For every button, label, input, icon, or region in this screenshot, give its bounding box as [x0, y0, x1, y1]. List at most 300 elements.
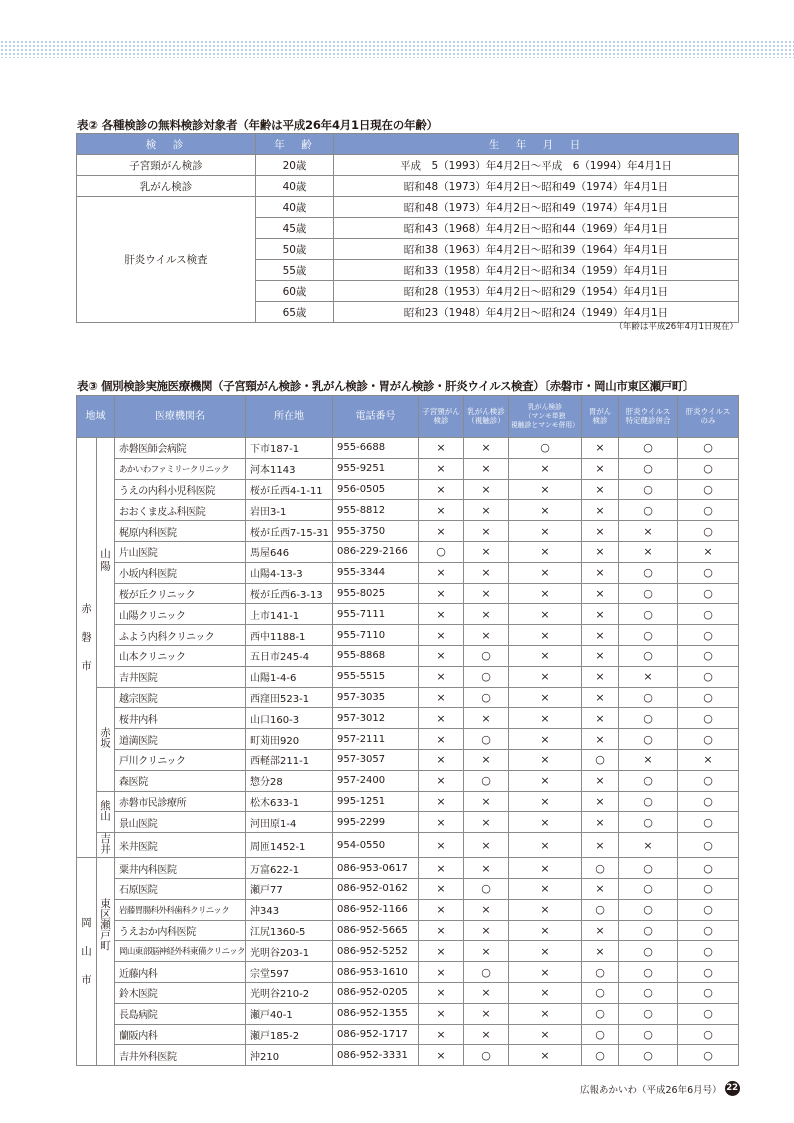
cervical-mark: × [419, 562, 464, 583]
breast-palpation-mark: × [464, 920, 509, 941]
breast-palpation-mark: × [464, 541, 509, 562]
cervical-mark: × [419, 604, 464, 625]
medical-institutions-table [76, 395, 739, 1066]
age-cell: 60歳 [256, 281, 334, 302]
institution-address: 西窪田523-1 [246, 687, 333, 708]
cervical-mark: × [419, 920, 464, 941]
area-akasaka-label: 赤坂 [99, 727, 111, 749]
breast-mammo-mark: × [509, 729, 582, 750]
institution-name: 片山医院 [115, 541, 246, 562]
institution-address: 惣分28 [246, 770, 333, 791]
institution-address: 西軽部211-1 [246, 749, 333, 770]
breast-palpation-mark: × [464, 604, 509, 625]
hepatitis-combined-mark: × [619, 521, 678, 542]
breast-palpation-mark: × [464, 625, 509, 646]
stomach-mark: × [582, 812, 619, 833]
institution-phone: 086-229-2166 [333, 541, 419, 562]
header-hepatitis-combined-text: 肝炎ウイルス 特定健診併合 [625, 406, 671, 425]
institution-phone: 955-3344 [333, 562, 419, 583]
hepatitis-only-mark: ○ [678, 708, 739, 729]
cervical-mark: × [419, 625, 464, 646]
table-row [77, 858, 739, 879]
age-cell: 65歳 [256, 302, 334, 323]
institution-address: 瀬戸77 [246, 878, 333, 899]
institution-name: 米井医院 [115, 833, 246, 858]
breast-mammo-mark: × [509, 1045, 582, 1066]
stomach-mark: × [582, 645, 619, 666]
exam-cell: 肝炎ウイルス検査 [77, 197, 256, 323]
breast-mammo-mark: × [509, 458, 582, 479]
table-row [77, 604, 739, 625]
table-row [77, 521, 739, 542]
stomach-mark: × [582, 708, 619, 729]
hepatitis-only-mark: ○ [678, 687, 739, 708]
table-row [77, 941, 739, 962]
institution-address: 桜が丘西7-15-31 [246, 521, 333, 542]
table-row [77, 625, 739, 646]
hepatitis-only-mark: ○ [678, 791, 739, 812]
area-seto-label: 東区瀬戸町 [99, 898, 111, 951]
hepatitis-only-mark: ○ [678, 583, 739, 604]
breast-palpation-mark: ○ [464, 1045, 509, 1066]
table-row [77, 833, 739, 858]
publication-name: 広報あかいわ（平成26年6月号） [580, 1084, 722, 1096]
breast-palpation-mark: × [464, 458, 509, 479]
hepatitis-only-mark: ○ [678, 521, 739, 542]
stomach-mark: ○ [582, 962, 619, 983]
institution-phone: 086-952-0162 [333, 878, 419, 899]
header-region: 地域 [77, 396, 115, 438]
stomach-mark: × [582, 541, 619, 562]
breast-mammo-mark: × [509, 666, 582, 687]
region-okayama [77, 858, 97, 1066]
header-breast-mammo [509, 396, 582, 438]
institution-address: 瀬戸40-1 [246, 1003, 333, 1024]
breast-mammo-mark: × [509, 982, 582, 1003]
table-row [77, 197, 739, 218]
header-name: 医療機関名 [115, 396, 246, 438]
table-row [77, 541, 739, 562]
institution-name: ふよう内科クリニック [115, 625, 246, 646]
institution-phone: 086-952-5665 [333, 920, 419, 941]
cervical-mark: × [419, 962, 464, 983]
birthdate-cell: 昭和48（1973）年4月2日～昭和49（1974）年4月1日 [334, 176, 739, 197]
hepatitis-only-mark: ○ [678, 500, 739, 521]
hepatitis-combined-mark: ○ [619, 791, 678, 812]
institution-phone: 957-3035 [333, 687, 419, 708]
breast-palpation-mark: × [464, 1024, 509, 1045]
hepatitis-combined-mark: ○ [619, 1045, 678, 1066]
header-breast-palpation-text: 乳がん検診 （視触診） [467, 406, 505, 425]
header-dot-band [0, 40, 794, 58]
hepatitis-only-mark: ○ [678, 1003, 739, 1024]
institution-name: 岡山東部脳神経外科東備クリニック [115, 941, 246, 962]
hepatitis-only-mark: ○ [678, 645, 739, 666]
birthdate-cell: 昭和33（1958）年4月2日～昭和34（1959）年4月1日 [334, 260, 739, 281]
table-row [77, 1003, 739, 1024]
institution-address: 岩田3-1 [246, 500, 333, 521]
institution-name: 山陽クリニック [115, 604, 246, 625]
breast-mammo-mark: × [509, 920, 582, 941]
hepatitis-combined-mark: × [619, 749, 678, 770]
hepatitis-only-mark: ○ [678, 920, 739, 941]
hepatitis-only-mark: ○ [678, 438, 739, 459]
institution-address: 万富622-1 [246, 858, 333, 879]
age-cell: 40歳 [256, 197, 334, 218]
hepatitis-only-mark: ○ [678, 458, 739, 479]
hepatitis-combined-mark: ○ [619, 962, 678, 983]
hepatitis-combined-mark: × [619, 833, 678, 858]
institution-phone: 995-1251 [333, 791, 419, 812]
breast-palpation-mark: × [464, 521, 509, 542]
institution-phone: 957-2400 [333, 770, 419, 791]
hepatitis-combined-mark: ○ [619, 982, 678, 1003]
hepatitis-only-mark: ○ [678, 899, 739, 920]
institution-address: 山口160-3 [246, 708, 333, 729]
breast-mammo-mark: × [509, 812, 582, 833]
cervical-mark: × [419, 833, 464, 858]
cervical-mark: × [419, 791, 464, 812]
stomach-mark: ○ [582, 1024, 619, 1045]
breast-mammo-mark: × [509, 1003, 582, 1024]
institution-address: 宗堂597 [246, 962, 333, 983]
header-hepatitis-only-text: 肝炎ウイルス のみ [685, 406, 731, 425]
hepatitis-combined-mark: ○ [619, 438, 678, 459]
institution-name: うえおか内科医院 [115, 920, 246, 941]
breast-palpation-mark: × [464, 500, 509, 521]
hepatitis-only-mark: ○ [678, 878, 739, 899]
stomach-mark: × [582, 625, 619, 646]
institution-address: 上市141-1 [246, 604, 333, 625]
table-row [77, 1045, 739, 1066]
hepatitis-combined-mark: ○ [619, 500, 678, 521]
header-hepatitis-combined [619, 396, 678, 438]
cervical-mark: × [419, 458, 464, 479]
institution-name: 越宗医院 [115, 687, 246, 708]
breast-mammo-mark: × [509, 962, 582, 983]
hepatitis-only-mark: ○ [678, 1024, 739, 1045]
table-row [77, 982, 739, 1003]
table-row [77, 500, 739, 521]
free-screening-table [76, 133, 739, 323]
table-row [77, 176, 739, 197]
institution-name: 梶原内科医院 [115, 521, 246, 542]
breast-palpation-mark: × [464, 812, 509, 833]
stomach-mark: × [582, 458, 619, 479]
table-row [77, 458, 739, 479]
exam-cell: 乳がん検診 [77, 176, 256, 197]
table-row [77, 687, 739, 708]
cervical-mark: × [419, 438, 464, 459]
institution-address: 桜が丘西6-3-13 [246, 583, 333, 604]
hepatitis-only-mark: ○ [678, 604, 739, 625]
hepatitis-combined-mark: ○ [619, 479, 678, 500]
area-sanyo-label: 山陽 [99, 548, 111, 574]
institution-phone: 955-8868 [333, 645, 419, 666]
header-cervical-text: 子宮頸がん 検診 [422, 406, 460, 425]
institution-name: 蘭阪内科 [115, 1024, 246, 1045]
institution-address: 山陽1-4-6 [246, 666, 333, 687]
header-cervical [419, 396, 464, 438]
institution-address: 下市187-1 [246, 438, 333, 459]
cervical-mark: × [419, 749, 464, 770]
area-sanyo [97, 438, 115, 688]
breast-mammo-mark: × [509, 625, 582, 646]
stomach-mark: × [582, 920, 619, 941]
table-row [77, 899, 739, 920]
breast-palpation-mark: × [464, 941, 509, 962]
hepatitis-combined-mark: ○ [619, 920, 678, 941]
institution-address: 馬屋646 [246, 541, 333, 562]
cervical-mark: × [419, 645, 464, 666]
cervical-mark: × [419, 687, 464, 708]
breast-mammo-mark: × [509, 1024, 582, 1045]
institution-address: 光明谷203-1 [246, 941, 333, 962]
breast-palpation-mark: × [464, 982, 509, 1003]
birthdate-cell: 昭和38（1963）年4月2日～昭和39（1964）年4月1日 [334, 239, 739, 260]
cervical-mark: ○ [419, 541, 464, 562]
institution-phone: 955-3750 [333, 521, 419, 542]
header-phone: 電話番号 [333, 396, 419, 438]
stomach-mark: × [582, 500, 619, 521]
table-row [77, 708, 739, 729]
area-akasaka [97, 687, 115, 791]
breast-palpation-mark: ○ [464, 645, 509, 666]
institution-name: 山本クリニック [115, 645, 246, 666]
institution-address: 河田原1-4 [246, 812, 333, 833]
header-stomach [582, 396, 619, 438]
breast-mammo-mark: × [509, 604, 582, 625]
institution-phone: 955-7111 [333, 604, 419, 625]
institution-name: 道満医院 [115, 729, 246, 750]
stomach-mark: ○ [582, 1045, 619, 1066]
institution-phone: 086-952-5252 [333, 941, 419, 962]
hepatitis-combined-mark: ○ [619, 858, 678, 879]
institution-address: 町苅田920 [246, 729, 333, 750]
breast-mammo-mark: × [509, 941, 582, 962]
area-kumayama-label: 熊山 [99, 799, 111, 821]
institution-phone: 957-3012 [333, 708, 419, 729]
breast-mammo-mark: × [509, 500, 582, 521]
table-row [77, 645, 739, 666]
stomach-mark: × [582, 666, 619, 687]
breast-mammo-mark: × [509, 833, 582, 858]
stomach-mark: ○ [582, 982, 619, 1003]
institution-address: 瀬戸185-2 [246, 1024, 333, 1045]
institution-name: 赤磐医師会病院 [115, 438, 246, 459]
area-kumayama [97, 791, 115, 833]
breast-palpation-mark: × [464, 562, 509, 583]
stomach-mark: ○ [582, 858, 619, 879]
age-cell: 45歳 [256, 218, 334, 239]
birthdate-cell: 昭和48（1973）年4月2日～昭和49（1974）年4月1日 [334, 197, 739, 218]
hepatitis-combined-mark: ○ [619, 941, 678, 962]
hepatitis-combined-mark: ○ [619, 729, 678, 750]
institution-phone: 086-952-0205 [333, 982, 419, 1003]
institution-phone: 955-8812 [333, 500, 419, 521]
hepatitis-combined-mark: ○ [619, 770, 678, 791]
institution-name: 吉井外科医院 [115, 1045, 246, 1066]
cervical-mark: × [419, 899, 464, 920]
institution-phone: 955-9251 [333, 458, 419, 479]
hepatitis-only-mark: ○ [678, 833, 739, 858]
hepatitis-combined-mark: ○ [619, 899, 678, 920]
institution-phone: 086-953-1610 [333, 962, 419, 983]
stomach-mark: ○ [582, 899, 619, 920]
breast-mammo-mark: × [509, 708, 582, 729]
breast-mammo-mark: × [509, 521, 582, 542]
hepatitis-only-mark: ○ [678, 562, 739, 583]
hepatitis-combined-mark: ○ [619, 583, 678, 604]
breast-mammo-mark: × [509, 770, 582, 791]
institution-phone: 086-952-1166 [333, 899, 419, 920]
hepatitis-combined-mark: × [619, 541, 678, 562]
table-row [77, 666, 739, 687]
age-cell: 55歳 [256, 260, 334, 281]
institution-phone: 955-6688 [333, 438, 419, 459]
table-row [77, 438, 739, 459]
institution-address: 桜が丘西4-1-11 [246, 479, 333, 500]
hepatitis-combined-mark: ○ [619, 708, 678, 729]
age-cell: 20歳 [256, 155, 334, 176]
hepatitis-combined-mark: ○ [619, 878, 678, 899]
stomach-mark: × [582, 791, 619, 812]
institution-address: 周匝1452-1 [246, 833, 333, 858]
cervical-mark: × [419, 708, 464, 729]
region-akaiwa [77, 438, 97, 858]
breast-palpation-mark: × [464, 708, 509, 729]
stomach-mark: × [582, 833, 619, 858]
institution-phone: 956-0505 [333, 479, 419, 500]
table-row [77, 155, 739, 176]
table-row [77, 770, 739, 791]
institution-name: 桜井内科 [115, 708, 246, 729]
table-row [77, 1024, 739, 1045]
region-akaiwa-label: 赤磐市 [80, 603, 92, 689]
hepatitis-combined-mark: ○ [619, 645, 678, 666]
cervical-mark: × [419, 941, 464, 962]
table3-title: 表③ 個別検診実施医療機関（子宮頸がん検診・乳がん検診・胃がん検診・肝炎ウイルス検査）〔赤磐市・岡山市東区瀬戸町〕 [77, 379, 694, 393]
institution-phone: 086-952-1717 [333, 1024, 419, 1045]
stomach-mark: × [582, 521, 619, 542]
hepatitis-combined-mark: ○ [619, 812, 678, 833]
cervical-mark: × [419, 729, 464, 750]
hepatitis-only-mark: ○ [678, 729, 739, 750]
breast-palpation-mark: × [464, 583, 509, 604]
cervical-mark: × [419, 479, 464, 500]
stomach-mark: ○ [582, 749, 619, 770]
institution-phone: 957-2111 [333, 729, 419, 750]
table-row [77, 878, 739, 899]
table-row [77, 812, 739, 833]
stomach-mark: × [582, 878, 619, 899]
area-yoshii [97, 833, 115, 858]
institution-phone: 086-952-1355 [333, 1003, 419, 1024]
institution-name: 桜が丘クリニック [115, 583, 246, 604]
breast-palpation-mark: × [464, 833, 509, 858]
hepatitis-only-mark: ○ [678, 666, 739, 687]
table2-note: （年齢は平成26年4月1日現在） [614, 322, 738, 332]
cervical-mark: × [419, 521, 464, 542]
hepatitis-only-mark: ○ [678, 770, 739, 791]
institution-name: 長島病院 [115, 1003, 246, 1024]
breast-mammo-mark: ○ [509, 438, 582, 459]
institution-address: 河本1143 [246, 458, 333, 479]
header-exam: 検 診 [77, 134, 256, 155]
stomach-mark: × [582, 604, 619, 625]
institution-name: おおくま皮ふ科医院 [115, 500, 246, 521]
breast-palpation-mark: ○ [464, 962, 509, 983]
hepatitis-combined-mark: ○ [619, 1003, 678, 1024]
institution-address: 山陽4-13-3 [246, 562, 333, 583]
institution-address: 江尻1360-5 [246, 920, 333, 941]
hepatitis-only-mark: ○ [678, 625, 739, 646]
age-cell: 40歳 [256, 176, 334, 197]
cervical-mark: × [419, 770, 464, 791]
breast-palpation-mark: × [464, 791, 509, 812]
hepatitis-only-mark: ○ [678, 1045, 739, 1066]
breast-mammo-mark: × [509, 479, 582, 500]
table-row [77, 562, 739, 583]
breast-palpation-mark: × [464, 749, 509, 770]
cervical-mark: × [419, 1024, 464, 1045]
header-stomach-text: 胃がん 検診 [588, 406, 612, 425]
table-row [77, 791, 739, 812]
institution-name: 近藤内科 [115, 962, 246, 983]
institution-address: 西中1188-1 [246, 625, 333, 646]
hepatitis-only-mark: ○ [678, 962, 739, 983]
hepatitis-combined-mark: × [619, 666, 678, 687]
institution-address: 五日市245-4 [246, 645, 333, 666]
institution-name: うえの内科小児科医院 [115, 479, 246, 500]
institution-phone: 995-2299 [333, 812, 419, 833]
area-yoshii-label: 吉井 [99, 833, 111, 855]
institution-address: 松木633-1 [246, 791, 333, 812]
institution-address: 光明谷210-2 [246, 982, 333, 1003]
institution-phone: 957-3057 [333, 749, 419, 770]
cervical-mark: × [419, 666, 464, 687]
stomach-mark: × [582, 583, 619, 604]
header-address: 所在地 [246, 396, 333, 438]
institution-name: 赤磐市民診療所 [115, 791, 246, 812]
table-row [77, 920, 739, 941]
header-birthdate: 生 年 月 日 [334, 134, 739, 155]
institution-name: 吉井医院 [115, 666, 246, 687]
hepatitis-combined-mark: ○ [619, 562, 678, 583]
institution-phone: 954-0550 [333, 833, 419, 858]
institution-name: 戸川クリニック [115, 749, 246, 770]
institution-name: 岩藤胃腸科外科歯科クリニック [115, 899, 246, 920]
breast-palpation-mark: × [464, 899, 509, 920]
breast-mammo-mark: × [509, 687, 582, 708]
area-seto [97, 858, 115, 1066]
institution-address: 沖343 [246, 899, 333, 920]
cervical-mark: × [419, 812, 464, 833]
breast-mammo-mark: × [509, 878, 582, 899]
table-row [77, 962, 739, 983]
hepatitis-only-mark: ○ [678, 941, 739, 962]
breast-mammo-mark: × [509, 858, 582, 879]
breast-palpation-mark: × [464, 1003, 509, 1024]
hepatitis-combined-mark: ○ [619, 458, 678, 479]
stomach-mark: × [582, 729, 619, 750]
institution-name: あかいわファミリークリニック [115, 458, 246, 479]
breast-palpation-mark: × [464, 438, 509, 459]
stomach-mark: × [582, 941, 619, 962]
header-hepatitis-only [678, 396, 739, 438]
page-footer [580, 1081, 740, 1096]
breast-mammo-mark: × [509, 583, 582, 604]
